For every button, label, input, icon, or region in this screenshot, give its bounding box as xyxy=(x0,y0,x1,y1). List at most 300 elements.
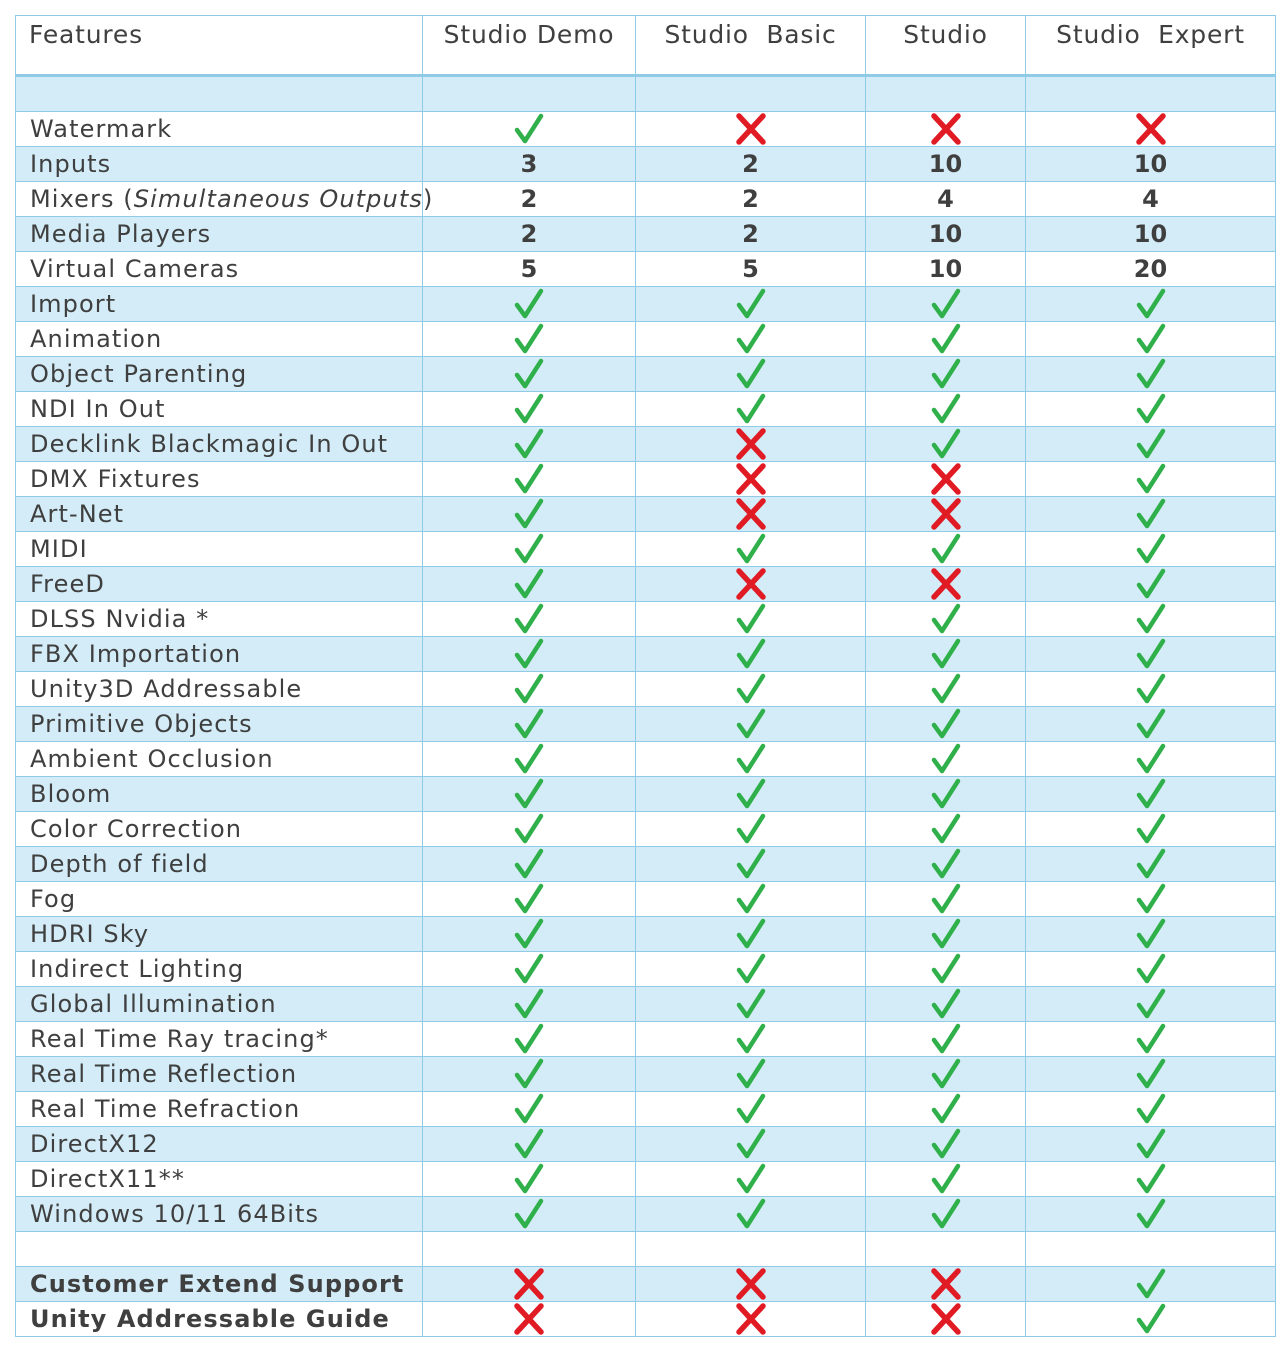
spacer-row xyxy=(16,76,1276,112)
value-cell-studio-expert xyxy=(1026,1092,1276,1127)
value-cell-studio-basic xyxy=(636,882,866,917)
value-cell-studio-expert xyxy=(1026,532,1276,567)
feature-label: DirectX11** xyxy=(16,1162,423,1197)
table-row xyxy=(16,252,1276,287)
value-cell-studio-expert xyxy=(1026,217,1276,252)
check-icon xyxy=(929,1092,963,1126)
table-row xyxy=(16,987,1276,1022)
table-row xyxy=(16,882,1276,917)
feature-comparison-table xyxy=(15,15,1276,1337)
value-cell-studio-basic xyxy=(636,497,866,532)
cross-icon xyxy=(512,1302,546,1336)
check-icon xyxy=(512,1127,546,1161)
value-cell-studio-demo xyxy=(423,182,636,217)
check-icon xyxy=(512,462,546,496)
check-icon xyxy=(734,847,768,881)
check-icon xyxy=(734,812,768,846)
value-cell-studio xyxy=(866,1302,1026,1337)
check-icon xyxy=(929,427,963,461)
value-cell-studio-demo xyxy=(423,1267,636,1302)
value-cell-studio-basic xyxy=(636,742,866,777)
value-cell-studio-demo xyxy=(423,287,636,322)
check-icon xyxy=(929,1057,963,1091)
value-cell-studio-demo xyxy=(423,742,636,777)
feature-label: Indirect Lighting xyxy=(16,952,423,987)
feature-label: Object Parenting xyxy=(16,357,423,392)
check-icon xyxy=(1134,1092,1168,1126)
table-row xyxy=(16,112,1276,147)
check-icon xyxy=(1134,987,1168,1021)
feature-label: FreeD xyxy=(16,567,423,602)
value-cell-studio-expert xyxy=(1026,287,1276,322)
value-cell-studio-basic xyxy=(636,1057,866,1092)
check-icon xyxy=(929,987,963,1021)
check-icon xyxy=(929,392,963,426)
feature-label: DMX Fixtures xyxy=(16,462,423,497)
value-cell-studio xyxy=(866,322,1026,357)
check-icon xyxy=(512,112,546,146)
check-icon xyxy=(734,602,768,636)
value-number: 10 xyxy=(928,150,963,178)
table-row xyxy=(16,497,1276,532)
value-cell-studio-basic xyxy=(636,182,866,217)
table-row xyxy=(16,777,1276,812)
cross-icon xyxy=(929,567,963,601)
check-icon xyxy=(1134,637,1168,671)
table-row xyxy=(16,1197,1276,1232)
value-cell-studio-demo xyxy=(423,952,636,987)
table-row xyxy=(16,322,1276,357)
value-number: 5 xyxy=(520,255,538,283)
value-cell-studio-demo xyxy=(423,147,636,182)
value-cell-studio-demo xyxy=(423,917,636,952)
check-icon xyxy=(1134,1057,1168,1091)
feature-label: Watermark xyxy=(16,112,423,147)
empty-cell xyxy=(636,1232,866,1267)
cross-icon xyxy=(512,1267,546,1301)
empty-cell xyxy=(1026,1232,1276,1267)
cross-icon xyxy=(734,112,768,146)
value-cell-studio xyxy=(866,952,1026,987)
table-row xyxy=(16,812,1276,847)
check-icon xyxy=(734,1162,768,1196)
value-cell-studio-basic xyxy=(636,847,866,882)
feature-label-part: ) xyxy=(422,185,434,213)
table-row xyxy=(16,847,1276,882)
value-cell-studio-basic xyxy=(636,1127,866,1162)
check-icon xyxy=(734,1022,768,1056)
check-icon xyxy=(734,987,768,1021)
value-cell-studio-basic xyxy=(636,112,866,147)
check-icon xyxy=(929,1197,963,1231)
check-icon xyxy=(929,672,963,706)
value-cell-studio-basic xyxy=(636,252,866,287)
value-cell-studio xyxy=(866,847,1026,882)
feature-label: Media Players xyxy=(16,217,423,252)
value-cell-studio xyxy=(866,182,1026,217)
check-icon xyxy=(512,1057,546,1091)
feature-label: Unity Addressable Guide xyxy=(16,1302,423,1337)
value-cell-studio xyxy=(866,217,1026,252)
value-cell-studio-expert xyxy=(1026,672,1276,707)
value-cell-studio xyxy=(866,1127,1026,1162)
feature-label: Global Illumination xyxy=(16,987,423,1022)
plan-header-studio-expert: Studio Expert xyxy=(1026,16,1276,76)
check-icon xyxy=(734,287,768,321)
feature-label: MIDI xyxy=(16,532,423,567)
plan-header-studio-demo: Studio Demo xyxy=(423,16,636,76)
check-icon xyxy=(1134,462,1168,496)
feature-label: Bloom xyxy=(16,777,423,812)
check-icon xyxy=(1134,707,1168,741)
check-icon xyxy=(1134,952,1168,986)
check-icon xyxy=(512,287,546,321)
value-cell-studio-expert xyxy=(1026,952,1276,987)
table-row xyxy=(16,462,1276,497)
check-icon xyxy=(1134,742,1168,776)
value-cell-studio-expert xyxy=(1026,497,1276,532)
check-icon xyxy=(512,882,546,916)
value-cell-studio-basic xyxy=(636,707,866,742)
check-icon xyxy=(929,602,963,636)
check-icon xyxy=(512,987,546,1021)
cross-icon xyxy=(929,462,963,496)
value-cell-studio-basic xyxy=(636,1197,866,1232)
value-cell-studio xyxy=(866,882,1026,917)
value-cell-studio-expert xyxy=(1026,917,1276,952)
empty-cell xyxy=(866,1232,1026,1267)
table-row xyxy=(16,742,1276,777)
value-cell-studio-expert xyxy=(1026,1022,1276,1057)
feature-label: Inputs xyxy=(16,147,423,182)
value-cell-studio-expert xyxy=(1026,812,1276,847)
check-icon xyxy=(929,357,963,391)
check-icon xyxy=(512,672,546,706)
check-icon xyxy=(734,917,768,951)
check-icon xyxy=(1134,322,1168,356)
check-icon xyxy=(929,287,963,321)
value-cell-studio xyxy=(866,1162,1026,1197)
value-cell-studio-demo xyxy=(423,1162,636,1197)
value-cell-studio-demo xyxy=(423,532,636,567)
value-number: 2 xyxy=(520,185,538,213)
feature-label: Animation xyxy=(16,322,423,357)
feature-label: Customer Extend Support xyxy=(16,1267,423,1302)
check-icon xyxy=(1134,847,1168,881)
table-row xyxy=(16,357,1276,392)
spacer-row xyxy=(16,1232,1276,1267)
check-icon xyxy=(734,1092,768,1126)
feature-label: FBX Importation xyxy=(16,637,423,672)
value-cell-studio-expert xyxy=(1026,147,1276,182)
check-icon xyxy=(1134,392,1168,426)
check-icon xyxy=(734,637,768,671)
value-cell-studio-basic xyxy=(636,917,866,952)
check-icon xyxy=(1134,1127,1168,1161)
value-number: 10 xyxy=(928,220,963,248)
feature-label: Art-Net xyxy=(16,497,423,532)
check-icon xyxy=(734,357,768,391)
value-cell-studio-demo xyxy=(423,217,636,252)
value-number: 20 xyxy=(1133,255,1168,283)
value-cell-studio-demo xyxy=(423,1092,636,1127)
feature-label: DLSS Nvidia * xyxy=(16,602,423,637)
table-row xyxy=(16,427,1276,462)
check-icon xyxy=(512,777,546,811)
table-row xyxy=(16,1302,1276,1337)
value-cell-studio-expert xyxy=(1026,357,1276,392)
value-cell-studio xyxy=(866,497,1026,532)
table-body xyxy=(16,76,1276,1337)
value-cell-studio-basic xyxy=(636,462,866,497)
value-cell-studio-basic xyxy=(636,1162,866,1197)
value-cell-studio xyxy=(866,777,1026,812)
value-cell-studio xyxy=(866,987,1026,1022)
check-icon xyxy=(734,532,768,566)
value-cell-studio xyxy=(866,427,1026,462)
value-cell-studio-basic xyxy=(636,1092,866,1127)
value-cell-studio-basic xyxy=(636,672,866,707)
check-icon xyxy=(734,882,768,916)
check-icon xyxy=(929,952,963,986)
empty-cell xyxy=(636,76,866,112)
value-number: 4 xyxy=(1142,185,1159,213)
feature-label: HDRI Sky xyxy=(16,917,423,952)
value-cell-studio xyxy=(866,637,1026,672)
value-cell-studio xyxy=(866,917,1026,952)
value-cell-studio-basic xyxy=(636,812,866,847)
value-cell-studio-expert xyxy=(1026,427,1276,462)
value-cell-studio-expert xyxy=(1026,112,1276,147)
check-icon xyxy=(1134,777,1168,811)
value-cell-studio-expert xyxy=(1026,707,1276,742)
feature-label: Import xyxy=(16,287,423,322)
feature-label: Windows 10/11 64Bits xyxy=(16,1197,423,1232)
check-icon xyxy=(1134,1197,1168,1231)
empty-cell xyxy=(16,1232,423,1267)
value-cell-studio-expert xyxy=(1026,567,1276,602)
value-cell-studio-expert xyxy=(1026,882,1276,917)
value-cell-studio-expert xyxy=(1026,322,1276,357)
check-icon xyxy=(512,917,546,951)
value-cell-studio-demo xyxy=(423,1302,636,1337)
cross-icon xyxy=(929,497,963,531)
check-icon xyxy=(1134,427,1168,461)
check-icon xyxy=(1134,812,1168,846)
cross-icon xyxy=(734,497,768,531)
value-cell-studio-expert xyxy=(1026,252,1276,287)
header-row xyxy=(16,16,1276,76)
value-cell-studio xyxy=(866,742,1026,777)
value-cell-studio-expert xyxy=(1026,742,1276,777)
table-row xyxy=(16,1162,1276,1197)
value-cell-studio-demo xyxy=(423,987,636,1022)
value-cell-studio-expert xyxy=(1026,987,1276,1022)
cross-icon xyxy=(1134,112,1168,146)
check-icon xyxy=(929,532,963,566)
cross-icon xyxy=(929,1267,963,1301)
table-row xyxy=(16,217,1276,252)
feature-label: Real Time Ray tracing* xyxy=(16,1022,423,1057)
value-cell-studio-basic xyxy=(636,777,866,812)
value-cell-studio xyxy=(866,462,1026,497)
value-cell-studio-expert xyxy=(1026,847,1276,882)
check-icon xyxy=(512,1197,546,1231)
check-icon xyxy=(929,917,963,951)
check-icon xyxy=(1134,1162,1168,1196)
value-cell-studio-demo xyxy=(423,602,636,637)
check-icon xyxy=(929,1022,963,1056)
cross-icon xyxy=(929,1302,963,1336)
value-cell-studio xyxy=(866,147,1026,182)
check-icon xyxy=(512,427,546,461)
value-cell-studio xyxy=(866,672,1026,707)
value-cell-studio-demo xyxy=(423,637,636,672)
check-icon xyxy=(512,357,546,391)
value-cell-studio-demo xyxy=(423,777,636,812)
table-row xyxy=(16,672,1276,707)
check-icon xyxy=(929,1162,963,1196)
check-icon xyxy=(929,322,963,356)
cross-icon xyxy=(734,462,768,496)
value-cell-studio-expert xyxy=(1026,1127,1276,1162)
value-cell-studio-basic xyxy=(636,322,866,357)
feature-label xyxy=(16,182,434,217)
check-icon xyxy=(1134,497,1168,531)
check-icon xyxy=(1134,1022,1168,1056)
table-row xyxy=(16,707,1276,742)
value-number: 4 xyxy=(937,185,954,213)
value-cell-studio-demo xyxy=(423,882,636,917)
plan-header-studio: Studio xyxy=(866,16,1026,76)
check-icon xyxy=(1134,567,1168,601)
value-number: 2 xyxy=(742,150,759,178)
value-cell-studio-basic xyxy=(636,952,866,987)
feature-label: Fog xyxy=(16,882,423,917)
check-icon xyxy=(1134,672,1168,706)
value-cell-studio-expert xyxy=(1026,637,1276,672)
value-cell-studio xyxy=(866,252,1026,287)
check-icon xyxy=(1134,357,1168,391)
check-icon xyxy=(1134,602,1168,636)
empty-cell xyxy=(423,1232,636,1267)
value-cell-studio xyxy=(866,602,1026,637)
value-cell-studio xyxy=(866,287,1026,322)
value-number: 2 xyxy=(520,220,538,248)
value-cell-studio-demo xyxy=(423,847,636,882)
value-number: 10 xyxy=(1133,220,1168,248)
table-row xyxy=(16,917,1276,952)
table-row xyxy=(16,1022,1276,1057)
check-icon xyxy=(929,812,963,846)
cross-icon xyxy=(929,112,963,146)
value-cell-studio xyxy=(866,357,1026,392)
check-icon xyxy=(734,1197,768,1231)
value-cell-studio xyxy=(866,1267,1026,1302)
check-icon xyxy=(512,1162,546,1196)
feature-label: Real Time Reflection xyxy=(16,1057,423,1092)
check-icon xyxy=(734,707,768,741)
value-cell-studio-demo xyxy=(423,812,636,847)
check-icon xyxy=(929,742,963,776)
value-cell-studio xyxy=(866,812,1026,847)
feature-label: Decklink Blackmagic In Out xyxy=(16,427,423,462)
value-cell-studio-demo xyxy=(423,357,636,392)
value-number: 5 xyxy=(742,255,759,283)
value-cell-studio-demo xyxy=(423,707,636,742)
check-icon xyxy=(512,707,546,741)
table-row xyxy=(16,567,1276,602)
value-cell-studio-basic xyxy=(636,1302,866,1337)
check-icon xyxy=(1134,917,1168,951)
value-cell-studio-basic xyxy=(636,392,866,427)
check-icon xyxy=(734,322,768,356)
value-cell-studio-expert xyxy=(1026,462,1276,497)
plan-header-studio-basic: Studio Basic xyxy=(636,16,866,76)
check-icon xyxy=(512,952,546,986)
feature-label: Primitive Objects xyxy=(16,707,423,742)
feature-label-part: Mixers ( xyxy=(30,185,134,213)
check-icon xyxy=(734,952,768,986)
table-row xyxy=(16,602,1276,637)
feature-label: Color Correction xyxy=(16,812,423,847)
value-number: 2 xyxy=(742,185,759,213)
cross-icon xyxy=(734,1302,768,1336)
check-icon xyxy=(734,777,768,811)
check-icon xyxy=(512,847,546,881)
value-cell-studio-basic xyxy=(636,1267,866,1302)
value-cell-studio-demo xyxy=(423,1127,636,1162)
value-cell-studio-expert xyxy=(1026,1057,1276,1092)
value-number: 3 xyxy=(520,150,538,178)
value-cell-studio-basic xyxy=(636,357,866,392)
check-icon xyxy=(512,497,546,531)
check-icon xyxy=(512,742,546,776)
table-row xyxy=(16,1127,1276,1162)
value-cell-studio-expert xyxy=(1026,1162,1276,1197)
value-cell-studio xyxy=(866,1057,1026,1092)
value-cell-studio-expert xyxy=(1026,182,1276,217)
check-icon xyxy=(512,1022,546,1056)
feature-label: Unity3D Addressable xyxy=(16,672,423,707)
value-number: 2 xyxy=(742,220,759,248)
check-icon xyxy=(734,392,768,426)
check-icon xyxy=(512,1092,546,1126)
value-cell-studio-demo xyxy=(423,1022,636,1057)
cross-icon xyxy=(734,1267,768,1301)
value-cell-studio-demo xyxy=(423,567,636,602)
check-icon xyxy=(512,392,546,426)
value-cell-studio-basic xyxy=(636,147,866,182)
feature-label: Depth of field xyxy=(16,847,423,882)
check-icon xyxy=(734,1057,768,1091)
empty-cell xyxy=(1026,76,1276,112)
value-cell-studio-demo xyxy=(423,672,636,707)
cross-icon xyxy=(734,567,768,601)
value-cell-studio xyxy=(866,1197,1026,1232)
value-cell-studio-basic xyxy=(636,1022,866,1057)
value-cell-studio-basic xyxy=(636,532,866,567)
value-number: 10 xyxy=(928,255,963,283)
value-cell-studio xyxy=(866,112,1026,147)
empty-cell xyxy=(423,76,636,112)
value-cell-studio-basic xyxy=(636,987,866,1022)
value-cell-studio-demo xyxy=(423,497,636,532)
check-icon xyxy=(512,567,546,601)
value-cell-studio xyxy=(866,1092,1026,1127)
check-icon xyxy=(734,742,768,776)
table-row xyxy=(16,147,1276,182)
